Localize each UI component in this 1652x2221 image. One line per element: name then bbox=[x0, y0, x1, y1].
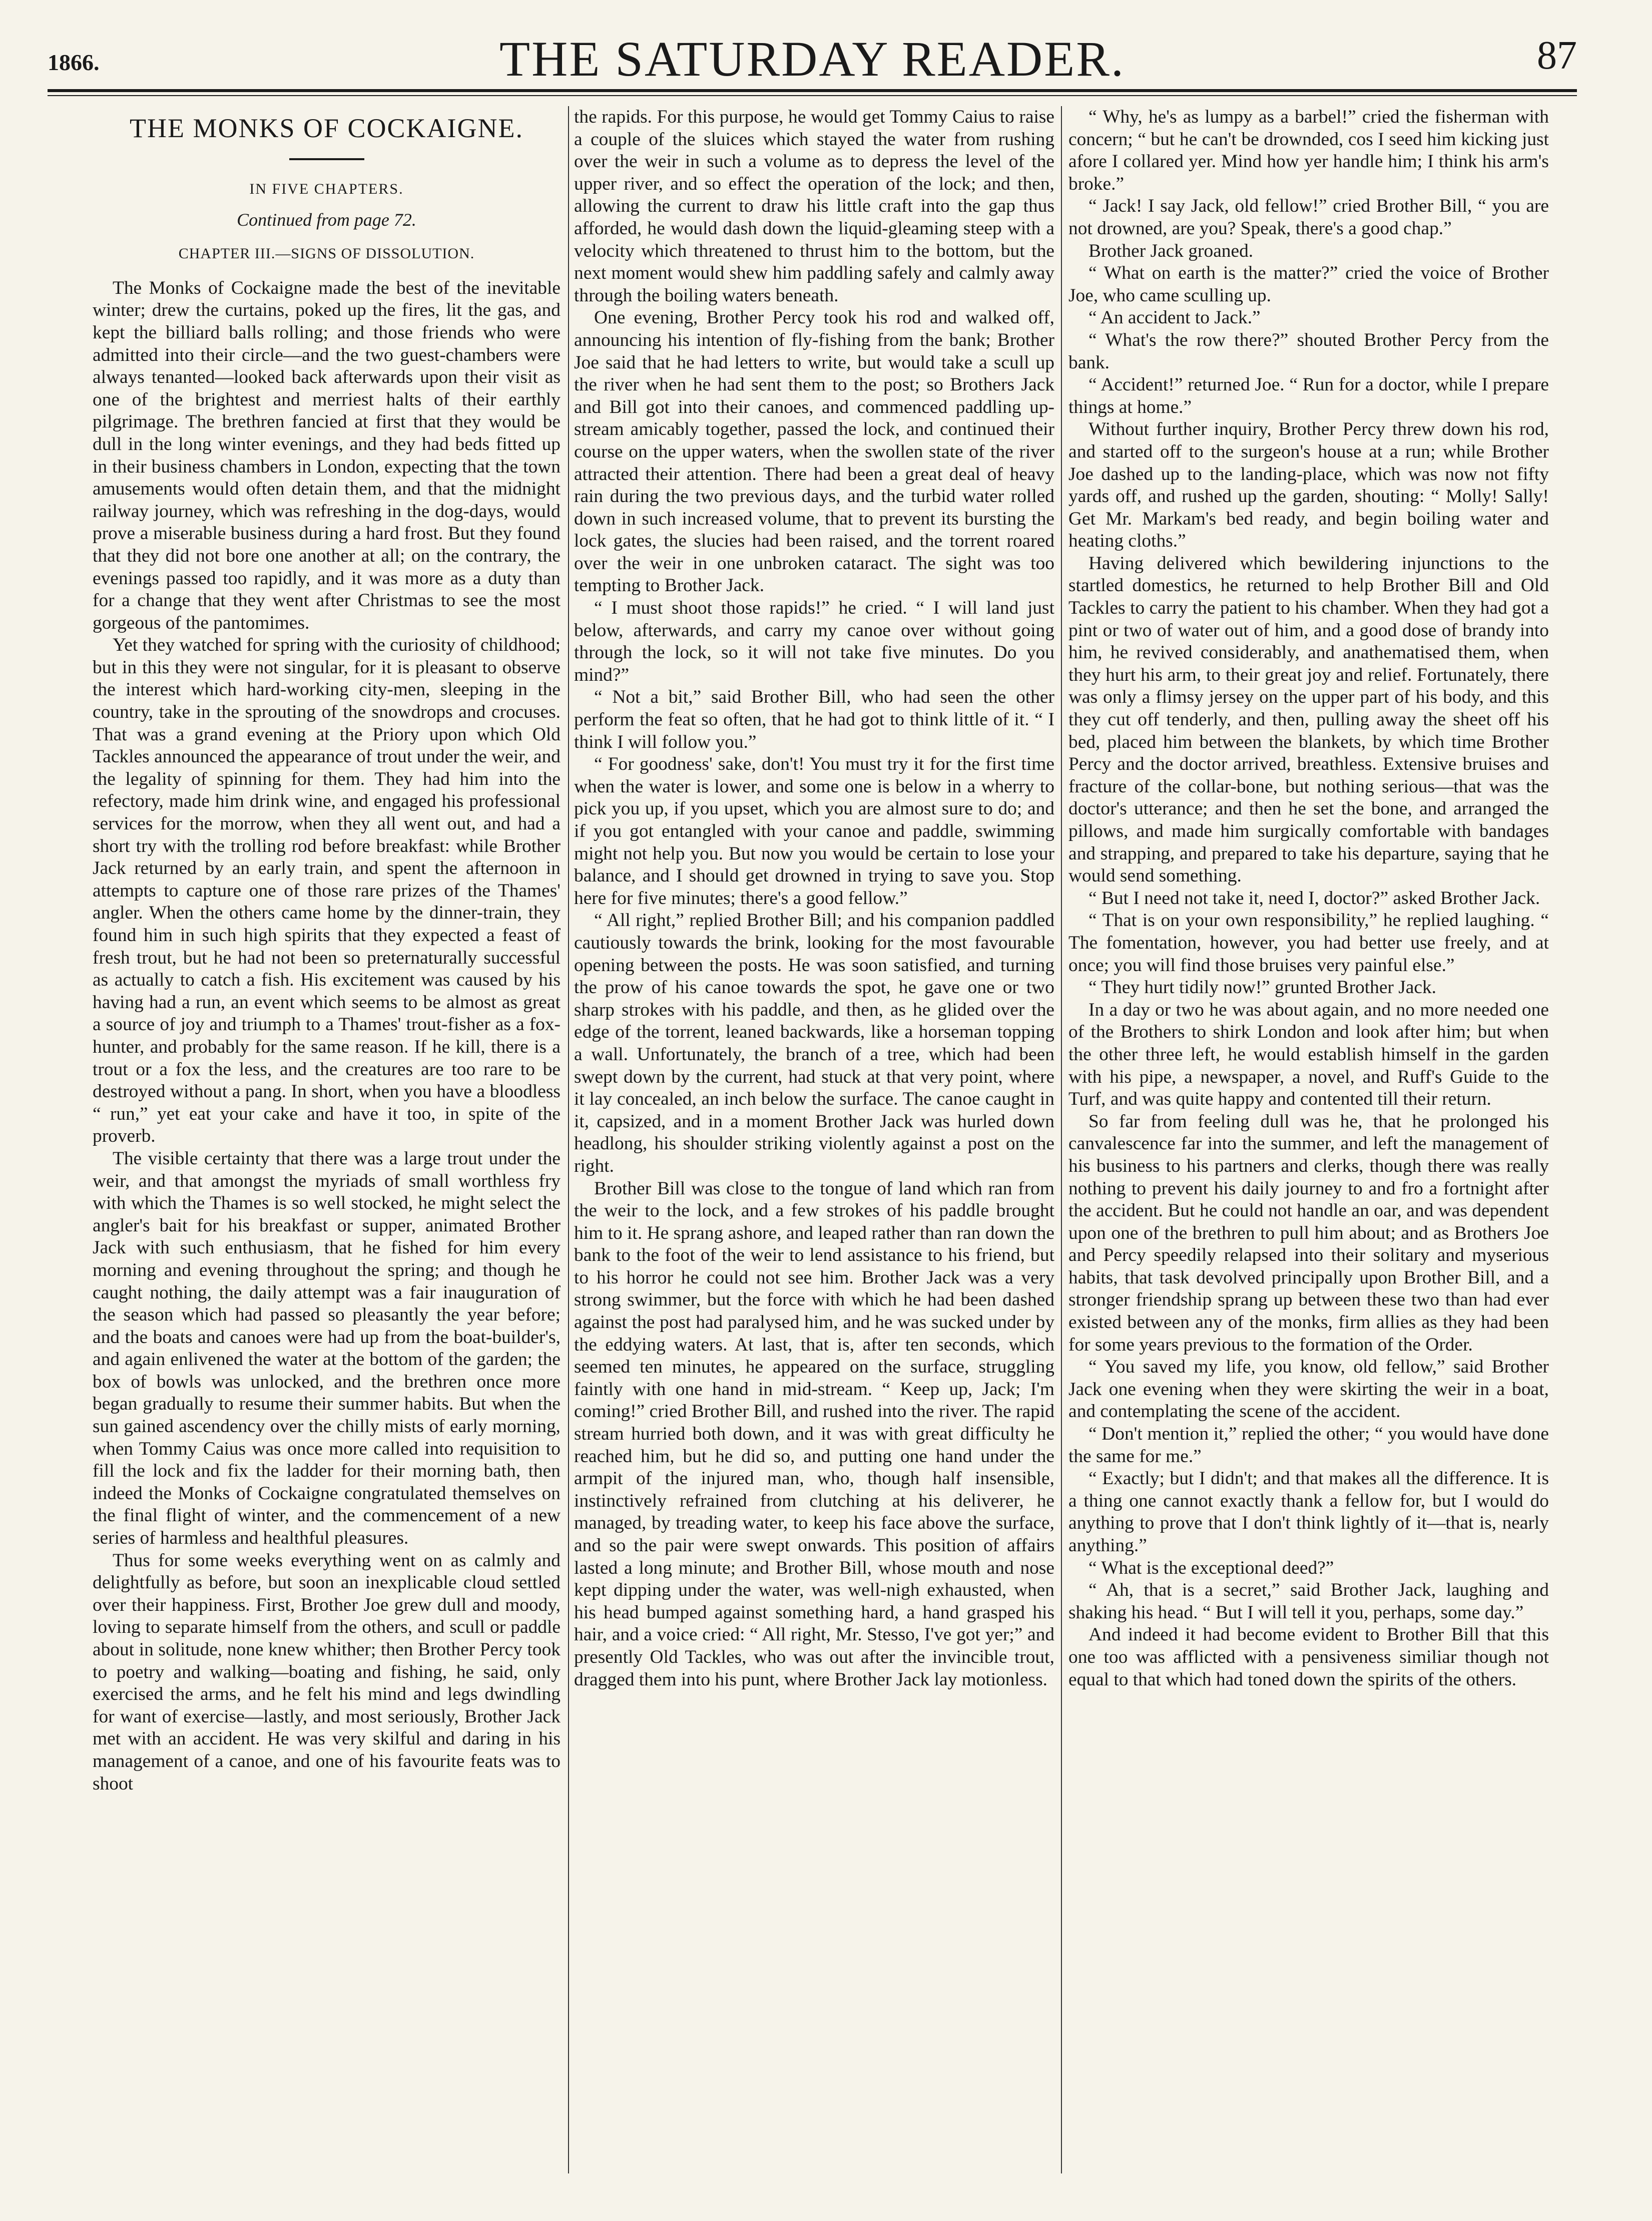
article-title: THE MONKS OF COCKAIGNE. bbox=[129, 113, 524, 143]
paragraph: In a day or two he was about again, and no more needed one of the Brothers to shirk London and look after him; but when the other three left, he would establish himself in the garden with his pipe, a newspaper, a novel, and Ruff's Guide to the Turf, and was quite happy and contented till their return. bbox=[1068, 999, 1549, 1110]
continuation-note: Continued from page 72. bbox=[237, 209, 416, 230]
paragraph: “ What on earth is the matter?” cried the voice of Brother Joe, who came sculling up. bbox=[1068, 263, 1549, 306]
column-divider bbox=[1061, 106, 1062, 2173]
column-3 bbox=[1068, 106, 1549, 2181]
header-rule-thick bbox=[48, 89, 1577, 92]
paragraph: “ For goodness' sake, don't! You must try it for the first time when the water is lower, and some one is below in a wherry to pick you up, if you upset, which you are almost sure to do; and if you got entangled with your canoe and paddle, swimming might not help you. But now you would be certain to lose your balance, and I should get drowned in trying to save you. Stop here for five minutes; there's a good fellow.” bbox=[574, 754, 1054, 909]
title-rule bbox=[289, 158, 364, 160]
paragraph: Brother Jack groaned. bbox=[1088, 240, 1254, 261]
paragraph: So far from feeling dull was he, that he prolonged his canvalescence far into the summer, and left the management of his business to his partners and clerks, though there was really nothing to prevent his daily journey to and fro a fortnight after the accident. But he could not handle an oar, and was dependent upon one of the brethren to pull him about; and as Brothers Joe and Percy speedily relapsed into their solitary and myserious habits, that task devolved principally upon Brother Bill, and a stronger friendship sprang up between these two than had ever existed between any of the monks, firm allies as they had been for some years previous to the formation of the Order. bbox=[1068, 1111, 1549, 1355]
paragraph: “ An accident to Jack.” bbox=[1088, 307, 1261, 328]
paragraph: Without further inquiry, Brother Percy threw down his rod, and started off to the surgeon's house at a run; while Brother Joe dashed up to the landing-place, which was now not fifty yards off, and rushed up the garden, shouting: “ Molly! Sally! Get Mr. Markam's bed ready, and begin boiling water and heating cloths.” bbox=[1068, 419, 1549, 552]
paragraph: “ They hurt tidily now!” grunted Brother Jack. bbox=[1088, 977, 1437, 998]
column-2 bbox=[574, 106, 1054, 2181]
chapter-heading: CHAPTER III.—SIGNS OF DISSOLUTION. bbox=[178, 245, 475, 262]
paragraph: The visible certainty that there was a large trout under the weir, and that amongst the myriads of small worthless fry with which the Thames is so well stocked, he might select the angler's bait for his breakfast or supper, animated Brother Jack with such enthusiasm, that he fished for him every morning and evening throughout the spring; and though he caught nothing, the daily attempt was a fair inauguration of the season which had passed so pleasantly the year before; and the boats and canoes were had up from the boat-builder's, and again enlivened the water at the bottom of the garden; the box of bowls was unlocked, and the brethren once more began gradually to resume their summer habits. But when the sun gained ascendency over the chilly mists of early morning, when Tommy Caius was once more called into requisition to fill the lock and fix the ladder for their morning bath, then indeed the Monks of Cockaigne congratulated themselves on the final flight of winter, and the commencement of a new series of harmless and healthful pleasures. bbox=[93, 1148, 561, 1549]
header-rule-thin bbox=[48, 95, 1577, 96]
paragraph: “ Accident!” returned Joe. “ Run for a doctor, while I prepare things at home.” bbox=[1068, 374, 1549, 417]
paragraph: “ Ah, that is a secret,” said Brother Jack, laughing and shaking his head. “ But I will tell it you, perhaps, some day.” bbox=[1068, 1580, 1549, 1623]
paragraph: Brother Bill was close to the tongue of land which ran from the weir to the lock, and a few strokes of his paddle brought him to it. He sprang ashore, and leaped rather than ran down the bank to the foot of the weir to lend assistance to his friend, but to his horror he could not see him. Brother Jack was a very strong swimmer, but the force with which he had been dashed against the post had paralysed him, and he was sucked under by the eddying waters. At last, that is, after ten seconds, which seemed ten minutes, he appeared on the surface, struggling faintly with one hand in mid-stream. “ Keep up, Jack; I'm coming!” cried Brother Bill, and rushed into the river. The rapid stream hurried both down, and it was with great difficulty he reached him, but he did so, and putting one hand under the armpit of the injured man, who, though half insensible, instinctively refrained from clutching at his deliverer, he managed, by treading water, to keep his face above the surface, and so the pair were swept onwards. This position of affairs lasted a long minute; and Brother Bill, whose mouth and nose kept dipping under the water, was well-nigh exhausted, when his head bumped against something hard, a hand grasped his hair, and a voice cried: “ All right, Mr. Stesso, I've got yer;” and presently Old Tackles, who was out after the invincible trout, dragged them into his punt, where Brother Jack lay motionless. bbox=[574, 1178, 1054, 1690]
article-subtitle: IN FIVE CHAPTERS. bbox=[249, 181, 404, 197]
paragraph: “ You saved my life, you know, old fellow,” said Brother Jack one evening when they were skirting the weir in a boat, and contemplating the scene of the accident. bbox=[1068, 1357, 1549, 1422]
column-1 bbox=[93, 106, 561, 2181]
paragraph: “ That is on your own responsibility,” he replied laughing. “ The fomentation, however, you had better use freely, and at once; you will find those bruises very painful else.” bbox=[1068, 910, 1549, 976]
paragraph: “ But I need not take it, need I, doctor?” asked Brother Jack. bbox=[1088, 887, 1540, 909]
paragraph: “ All right,” replied Brother Bill; and his companion paddled cautiously towards the brink, looking for the most favourable opening between the posts. He was soon satisfied, and turning the prow of his canoe towards the spot, he gave one or two sharp strokes with his paddle, and then, as he glided over the edge of the torrent, leaned backwards, like a horseman topping a wall. Unfortunately, the branch of a tree, which had been swept down by the current, had stuck at that very point, where it lay concealed, an inch below the surface. The canoe caught in it, capsized, and in a moment Brother Jack was hurled down headlong, his shoulder striking violently against a post on the right. bbox=[574, 910, 1054, 1176]
paragraph: “ What is the exceptional deed?” bbox=[1088, 1557, 1334, 1578]
paragraph: “ I must shoot those rapids!” he cried. “ I will land just below, afterwards, and carry my canoe over without going through the lock, so it will not take five minutes. Do you mind?” bbox=[574, 598, 1054, 685]
masthead bbox=[48, 20, 1577, 95]
paragraph: Having delivered which bewildering injunctions to the startled domestics, he returned to help Brother Bill and Old Tackles to carry the patient to his chamber. When they had got a pint or two of water out of him, and a good dose of brandy into him, he revived considerably, and anathematised them, when they hurt his arm, to their great joy and relief. Fortunately, there was only a flimsy jersey on the upper part of his body, and this they cut off tenderly, and then, pulling away the sheet off his bed, placed him between the blankets, by which time Brother Percy and the doctor arrived, breathless. Extensive bruises and fracture of the collar-bone, but nothing serious—that was the doctor's utterance; and then he set the bone, and arranged the pillows, and made him surgically comfortable with bandages and strapping, and prepared to take his departure, saying that he would send something. bbox=[1068, 553, 1549, 886]
issue-year: 1866. bbox=[48, 50, 100, 75]
paragraph: Thus for some weeks everything went on as calmly and delightfully as before, but soon an inexplicable cloud settled over their happiness. First, Brother Joe grew dull and moody, loving to separate himself from the others, and scull or paddle about in solitude, none knew whither; then Brother Percy took to poetry and walking—boating and fishing, he said, only exercised the arms, and he felt his mind and legs dwindling for want of exercise—lastly, and most seriously, Brother Jack met with an accident. He was very skilful and daring in his management of a canoe, and one of his favourite feats was to shoot bbox=[93, 1550, 561, 1794]
paragraph: “ Jack! I say Jack, old fellow!” cried Brother Bill, “ you are not drowned, are you? Speak, there's a good chap.” bbox=[1068, 196, 1549, 239]
publication-title: THE SATURDAY READER. bbox=[499, 31, 1125, 87]
page-number: 87 bbox=[1537, 34, 1577, 78]
paragraph: “ Don't mention it,” replied the other; “ you would have done the same for me.” bbox=[1068, 1424, 1549, 1467]
paragraph: The Monks of Cockaigne made the best of the inevitable winter; drew the curtains, poked up the fires, lit the gas, and kept the billiard balls rolling; and those friends who were admitted into their circle—and the two guest-chambers were always tenanted—looked back afterwards upon their visit as one of the brightest and merriest halts of their earthly pilgrimage. The brethren fancied at first that they would be dull in the long winter evenings, and they had beds fitted up in their business chambers in London, expecting that the town amusements would often detain them, and that the midnight railway journey, which was refreshing in the dog-days, would prove a miserable business during a hard frost. But they found that they did not bore one another at all; on the contrary, the evenings passed too rapidly, and it was more as a duty than for a change that they went after Christmas to see the most gorgeous of the pantomimes. bbox=[93, 277, 561, 633]
column-divider bbox=[568, 106, 569, 2173]
paragraph: “ Not a bit,” said Brother Bill, who had seen the other perform the feat so often, that he had got to think little of it. “ I think I will follow you.” bbox=[574, 687, 1054, 752]
paragraph: “ What's the row there?” shouted Brother Percy from the bank. bbox=[1068, 329, 1549, 373]
paragraph: “ Exactly; but I didn't; and that makes all the difference. It is a thing one cannot exactly thank a fellow for, but I would do anything to prove that I don't think lightly of it—that is, nearly anything.” bbox=[1068, 1468, 1549, 1556]
paragraph: the rapids. For this purpose, he would get Tommy Caius to raise a couple of the sluices which stayed the water from rushing over the weir in such a volume as to depress the level of the upper river, and so effect the operation of the lock; and then, allowing the current to draw his little craft into the gap thus afforded, he would dash down the liquid-gleaming steep with a velocity which threatened to thrust him to the bottom, but the next moment would shew him paddling safely and calmly away through the boiling waters beneath. bbox=[574, 107, 1054, 306]
paragraph: “ Why, he's as lumpy as a barbel!” cried the fisherman with concern; “ but he can't be drownded, cos I seed him kicking just afore I collared yer. Mind how yer handle him; I think his arm's broke.” bbox=[1068, 107, 1549, 194]
paragraph: And indeed it had become evident to Brother Bill that this one too was afflicted with a pensiveness similiar though not equal to that which had toned down the spirits of the others. bbox=[1068, 1624, 1549, 1690]
paragraph: One evening, Brother Percy took his rod and walked off, announcing his intention of fly-fishing from the bank; Brother Joe said that he had letters to write, but would take a scull up the river when he had sent them to the post; so Brothers Jack and Bill got into their canoes, and commenced paddling up-stream amicably together, passed the lock, and continued their course on the upper waters, when the swollen state of the river attracted their attention. There had been a great deal of heavy rain during the two previous days, and the turbid water rolled down in such increased volume, that to prevent its bursting the lock gates, the slucies had been raised, and the torrent roared over the weir in one unbroken cataract. The sight was too tempting to Brother Jack. bbox=[574, 307, 1054, 596]
paragraph: Yet they watched for spring with the curiosity of childhood; but in this they were not singular, for it is pleasant to observe the interest which hard-working city-men, sleeping in the country, take in the sprouting of the snowdrops and crocuses. That was a grand evening at the Priory upon which Old Tackles announced the appearance of trout under the weir, and the legality of spinning for them. They had him into the refectory, made him drink wine, and engaged his professional services for the morrow, when they all went out, and had a short try with the trolling rod before breakfast: while Brother Jack returned by an early train, and spent the afternoon in attempts to capture one of those rare prizes of the Thames' angler. When the others came home by the dinner-train, they found him in such high spirits that they expected a feast of fresh trout, but he had not been so preternaturally successful as actually to catch a fish. His excitement was caused by his having had a run, an event which seems to be almost as great a source of joy and triumph to a Thames' trout-fisher as a fox-hunter, and probably for the same reason. If he kill, there is a trout or a fox the less, and the creatures are too rare to be destroyed without a pang. In short, when you have a bloodless “ run,” yet eat your cake and have it too, in spite of the proverb. bbox=[93, 635, 561, 1147]
